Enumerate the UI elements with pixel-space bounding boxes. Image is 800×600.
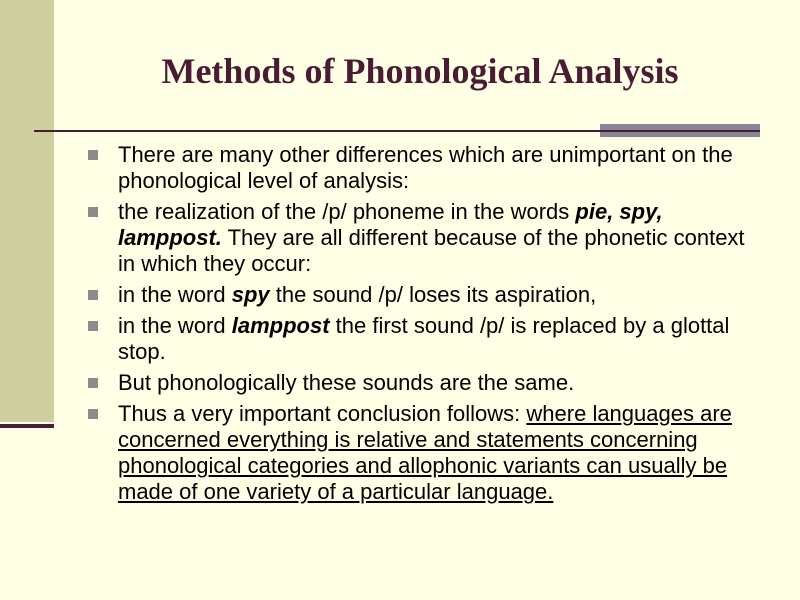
slide-title: Methods of Phonological Analysis <box>161 51 679 91</box>
square-bullet-icon <box>88 321 98 331</box>
bullet-text-tail: the sound /p/ loses its aspiration, <box>269 282 597 307</box>
bullet-text-lead: Thus a very important conclusion follows: <box>118 401 527 426</box>
left-band-accent-line <box>0 424 54 428</box>
bullet-item <box>88 370 748 396</box>
bullet-item <box>88 313 748 365</box>
bullet-emphasis: spy <box>231 282 270 307</box>
square-bullet-icon <box>88 409 98 419</box>
title-rule-accent-line <box>600 130 760 132</box>
bullet-item <box>88 142 748 194</box>
bullet-text: But phonologically these sounds are the same. <box>118 370 575 395</box>
bullet-text-tail: the first sound /p/ is replaced by a glottal stop. <box>118 313 730 364</box>
bullet-text: There are many other differences which are unimportant on the phonological level of analysis: <box>118 142 733 193</box>
bullet-item <box>88 199 748 277</box>
bullet-text-lead: in the word <box>118 282 232 307</box>
square-bullet-icon <box>88 207 98 217</box>
bullet-item <box>88 282 748 308</box>
bullet-text-lead: the realization of the /p/ phoneme in the words <box>118 199 576 224</box>
bullet-list <box>88 142 748 510</box>
bullet-emphasis: lamppost <box>231 313 330 338</box>
square-bullet-icon <box>88 378 98 388</box>
square-bullet-icon <box>88 150 98 160</box>
bullet-text-tail: They are all different because of the phonetic context in which they occur: <box>118 225 745 276</box>
bullet-item <box>88 401 748 505</box>
bullet-emphasis: pie, spy, lamppost. <box>118 199 663 250</box>
square-bullet-icon <box>88 290 98 300</box>
bullet-underlined-conclusion: where languages are concerned everything is relative and statements concerning phonological categories and allophonic variants can usually be made of one variety of a particular language. <box>118 401 732 504</box>
bullet-text-lead: in the word <box>118 313 232 338</box>
